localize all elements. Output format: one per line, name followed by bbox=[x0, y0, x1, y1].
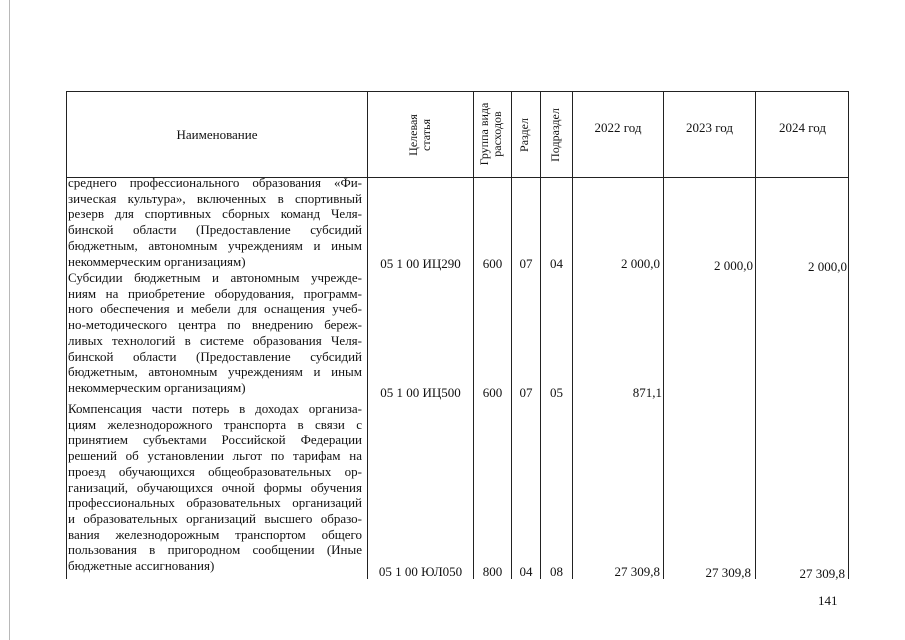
col-divider bbox=[540, 91, 541, 579]
row-name-line: но-методического центра по внедрению береж- bbox=[68, 317, 362, 333]
page-number: 141 bbox=[818, 593, 838, 608]
row-name-line: вания железнодорожным транспортом общего bbox=[68, 526, 362, 542]
row-expense-group: 600 bbox=[482, 256, 503, 271]
col-divider bbox=[663, 91, 664, 579]
row-section: 07 bbox=[519, 385, 533, 400]
col-divider bbox=[473, 91, 474, 579]
row-name-line: ганизаций, обучающихся очной формы обучения bbox=[68, 479, 362, 495]
row-value-2023: 2 000,0 bbox=[714, 258, 753, 273]
header-section: Раздел bbox=[517, 118, 531, 152]
row-target-article: 05 1 00 ЮЛ050 bbox=[378, 564, 463, 579]
header-expense-group: Группа вида расходов bbox=[477, 102, 504, 166]
row-name-line: ливых технологий в системе образования Челя- bbox=[68, 332, 362, 348]
row-name-line: решений об установлении льгот по тарифам на bbox=[68, 448, 362, 464]
table-row-name bbox=[68, 270, 362, 396]
row-section: 07 bbox=[519, 256, 533, 271]
col-divider bbox=[572, 91, 573, 579]
row-name-line: среднего профессионального образования «Фи- bbox=[68, 175, 362, 190]
row-expense-group: 800 bbox=[482, 564, 503, 579]
row-name-line: бюджетным, автономным учреждениям и иным bbox=[68, 364, 362, 380]
row-name-line: некоммерческим организациям) bbox=[68, 253, 246, 269]
table-row-name bbox=[68, 175, 362, 269]
row-value-2022: 2 000,0 bbox=[621, 256, 660, 271]
page-margin-line bbox=[9, 0, 10, 640]
row-value-2022: 871,1 bbox=[632, 385, 662, 400]
row-name-line: ного обеспечения и мебели для оснащения учеб- bbox=[68, 301, 362, 317]
row-name-line: пользования в пригородном сообщении (Иные bbox=[68, 542, 362, 558]
row-name-line: бинской области (Предоставление субсидий bbox=[68, 222, 362, 238]
row-subsection: 04 bbox=[550, 256, 563, 271]
header-target-article: Целевая статья bbox=[406, 114, 433, 156]
row-name-line: некоммерческим организациям) bbox=[68, 379, 246, 395]
row-name-line: принятием субъектами Российской Федерации bbox=[68, 432, 362, 448]
header-2024: 2024 год bbox=[779, 120, 826, 135]
row-name-line: резерв для спортивных сборных команд Челя- bbox=[68, 206, 362, 222]
row-target-article: 05 1 00 ИЦ290 bbox=[380, 256, 461, 271]
header-name: Наименование bbox=[176, 126, 258, 142]
row-name-line: и образовательных организаций высшего образо- bbox=[68, 510, 362, 526]
row-name-line: ниям на приобретение оборудования, программ- bbox=[68, 285, 362, 301]
row-name-line: бюджетные ассигнования) bbox=[68, 558, 215, 574]
row-section: 04 bbox=[519, 564, 533, 579]
row-value-2024: 2 000,0 bbox=[808, 259, 847, 274]
header-subsection: Подраздел bbox=[548, 108, 562, 162]
row-name-line: зическая культура», включенных в спортивный bbox=[68, 190, 362, 206]
col-divider bbox=[755, 91, 756, 579]
row-subsection: 05 bbox=[550, 385, 563, 400]
row-value-2023: 27 309,8 bbox=[705, 565, 751, 580]
row-name-line: проезд обучающихся общеобразовательных ор- bbox=[68, 463, 362, 479]
row-name-line: Компенсация части потерь в доходах организа- bbox=[68, 401, 362, 416]
row-name-line: бинской области (Предоставление субсидий bbox=[68, 348, 362, 364]
row-value-2024: 27 309,8 bbox=[799, 566, 845, 581]
table-row-name bbox=[68, 401, 362, 574]
row-name-line: бюджетным, автономным учреждениям и иным bbox=[68, 237, 362, 253]
row-value-2022: 27 309,8 bbox=[614, 564, 660, 579]
row-name-line: Субсидии бюджетным и автономным учрежде- bbox=[68, 270, 362, 285]
row-expense-group: 600 bbox=[482, 385, 503, 400]
col-divider bbox=[367, 91, 368, 579]
row-target-article: 05 1 00 ИЦ500 bbox=[380, 385, 461, 400]
col-divider bbox=[511, 91, 512, 579]
row-name-line: профессиональных образовательных организаций bbox=[68, 495, 362, 511]
header-2023: 2023 год bbox=[686, 120, 733, 135]
header-2022: 2022 год bbox=[594, 120, 642, 135]
row-subsection: 08 bbox=[550, 564, 563, 579]
row-name-line: циям железнодорожного транспорта в связи с bbox=[68, 416, 362, 432]
